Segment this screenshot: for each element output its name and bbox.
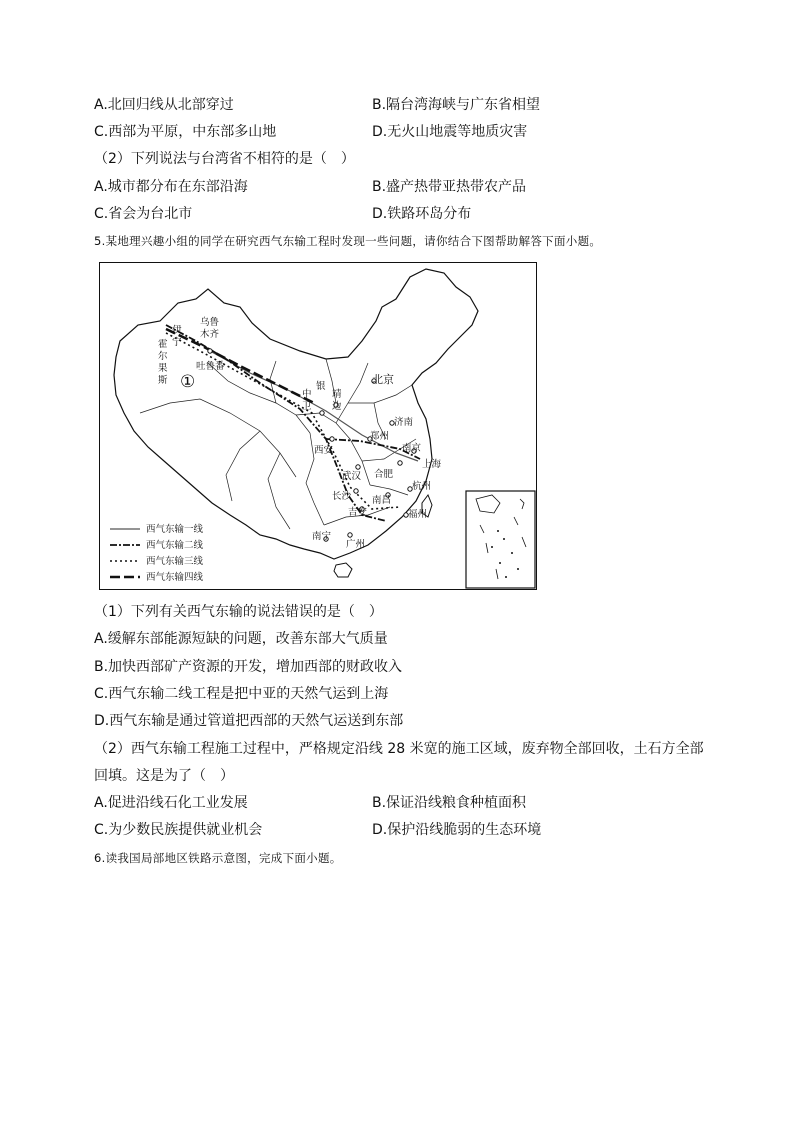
label-zhongwei-1: 中: [302, 389, 312, 400]
label-turpan: 吐鲁番: [196, 361, 225, 372]
label-khorgas-1: 霍: [158, 339, 168, 350]
legend-line-2: 西气东输二线: [146, 540, 204, 551]
q4-sub2-option-c: C.省会为台北市: [94, 206, 193, 222]
map-legend: [110, 523, 204, 583]
q4-sub2-option-a: A.城市都分布在东部沿海: [94, 179, 248, 195]
q4-option-b: B.隔台湾海峡与广东省相望: [372, 97, 541, 113]
label-wuhan: 武汉: [342, 471, 362, 482]
label-nanjing: 南京: [402, 443, 422, 454]
south-china-sea-inset: [466, 491, 535, 588]
q5-sub2-option-a: A.促进沿线石化工业发展: [94, 795, 248, 811]
label-beijing: 北京: [372, 373, 394, 386]
label-urumqi-2: 木齐: [200, 329, 220, 340]
label-guangzhou: 广州: [346, 539, 366, 550]
legend-line-3: 西气东输三线: [146, 556, 204, 567]
q5-sub2-stem-line2: 回填。这是为了（ ）: [94, 768, 234, 784]
legend-line-1: 西气东输一线: [146, 524, 204, 535]
q5-sub1-option-c: C.西气东输二线工程是把中亚的天然气运到上海: [94, 686, 389, 702]
label-hefei: 合肥: [374, 469, 394, 480]
q4-sub2-option-d: D.铁路环岛分布: [372, 206, 472, 222]
west-east-gas-pipeline-map: [99, 262, 537, 590]
label-khorgas-3: 果: [158, 363, 168, 374]
china-map-svg: [100, 263, 537, 590]
q4-option-c: C.西部为平原，中东部多山地: [94, 124, 277, 140]
q6-stem: 6.读我国局部地区铁路示意图，完成下面小题。: [94, 851, 342, 865]
pipeline-line-3: [166, 333, 400, 509]
label-zhongwei-2: 卫: [302, 401, 312, 412]
q4-sub2-option-b: B.盛产热带亚热带农产品: [372, 179, 527, 195]
label-yining-1: 伊: [172, 325, 182, 336]
label-shanghai: 上海: [422, 459, 442, 470]
label-urumqi-1: 乌鲁: [200, 317, 220, 328]
q5-sub1-option-a: A.缓解东部能源短缺的问题，改善东部大气质量: [94, 631, 388, 647]
label-yinchuan: 银: [316, 381, 326, 392]
label-nanchang: 南昌: [372, 495, 392, 506]
region-marker-1: ①: [180, 372, 196, 392]
label-jian: 吉安: [348, 507, 368, 518]
q5-sub2-option-c: C.为少数民族提供就业机会: [94, 822, 263, 838]
label-khorgas-2: 尔: [158, 351, 168, 362]
q5-stem: 5.某地理兴趣小组的同学在研究西气东输工程时发现一些问题，请你结合下图帮助解答下面小题。: [94, 234, 602, 248]
pipeline-line-2: [166, 325, 420, 521]
label-zhengzhou: 郑州: [370, 431, 390, 442]
legend-line-4: 西气东输四线: [146, 572, 204, 583]
q5-sub2-stem-line1: （2）西气东输工程施工过程中，严格规定沿线 28 米宽的施工区域，废弃物全部回收，土石方全部: [94, 741, 704, 757]
label-changsha: 长沙: [332, 491, 352, 502]
label-fuzhou: 福州: [408, 509, 428, 520]
label-jingbian-1: 靖: [332, 389, 342, 400]
label-khorgas-4: 斯: [158, 375, 168, 386]
q4-option-d: D.无火山地震等地质灾害: [372, 124, 528, 140]
q5-sub1-stem: （1）下列有关西气东输的说法错误的是（ ）: [94, 604, 383, 620]
q5-sub1-option-b: B.加快西部矿产资源的开发，增加西部的财政收入: [94, 659, 403, 675]
q4-option-a: A.北回归线从北部穿过: [94, 97, 234, 113]
label-nanning: 南宁: [312, 531, 332, 542]
label-jinan: 济南: [394, 417, 414, 428]
label-jingbian-2: 边: [332, 401, 342, 412]
q5-sub1-option-d: D.西气东输是通过管道把西部的天然气运送到东部: [94, 713, 404, 729]
hainan-island: [334, 563, 352, 577]
label-yining-2: 宁: [172, 337, 182, 348]
label-hangzhou: 杭州: [412, 481, 432, 492]
q5-sub2-option-d: D.保护沿线脆弱的生态环境: [372, 822, 542, 838]
label-xian: 西安: [314, 445, 334, 456]
q4-sub2-stem: （2）下列说法与台湾省不相符的是（ ）: [94, 151, 355, 167]
q5-sub2-option-b: B.保证沿线粮食种植面积: [372, 795, 527, 811]
